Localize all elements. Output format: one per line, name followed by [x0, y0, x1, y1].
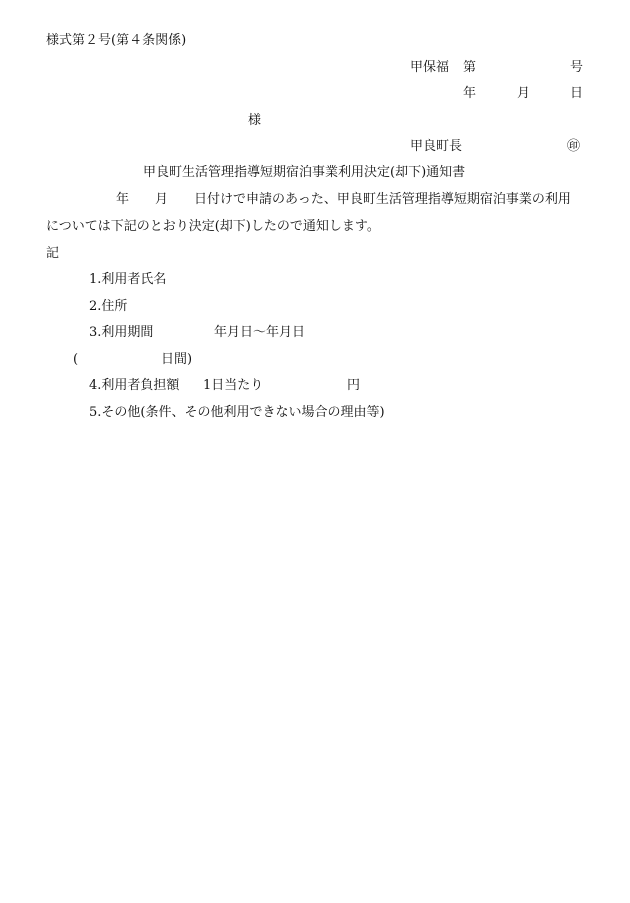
seal-mark: ㊞	[567, 139, 581, 154]
days-open-paren: (	[73, 352, 79, 367]
item-burden-label: 4.利用者負担額	[89, 378, 180, 393]
date-day: 日	[570, 86, 584, 101]
office-prefix: 甲保福	[410, 60, 450, 75]
issuer: 甲良町長	[410, 139, 463, 154]
item-other: 5.その他(条件、その他利用できない場合の理由等)	[89, 405, 385, 420]
body-year: 年	[116, 192, 130, 207]
body-month: 月	[155, 192, 169, 207]
recipient-suffix: 様	[248, 113, 262, 128]
document-title: 甲良町生活管理指導短期宿泊事業利用決定(却下)通知書	[143, 165, 466, 180]
item-period-label: 3.利用期間	[89, 325, 154, 340]
ki-heading: 記	[46, 246, 60, 261]
item-burden-per-day: 1日当たり	[203, 378, 264, 393]
item-user-name: 1.利用者氏名	[89, 272, 167, 287]
days-close: 日間)	[161, 352, 193, 367]
body-line1: 日付けで申請のあった、甲良町生活管理指導短期宿泊事業の利用	[194, 192, 571, 207]
item-address: 2.住所	[89, 299, 128, 314]
number-suffix: 号	[570, 60, 584, 75]
body-line2: については下記のとおり決定(却下)したので通知します。	[46, 219, 380, 234]
item-period-range: 年月日～年月日	[214, 325, 306, 340]
form-number: 様式第２号(第４条関係)	[46, 33, 187, 48]
date-month: 月	[517, 86, 531, 101]
date-year: 年	[463, 86, 477, 101]
item-burden-yen: 円	[347, 378, 361, 393]
number-prefix: 第	[463, 60, 477, 75]
